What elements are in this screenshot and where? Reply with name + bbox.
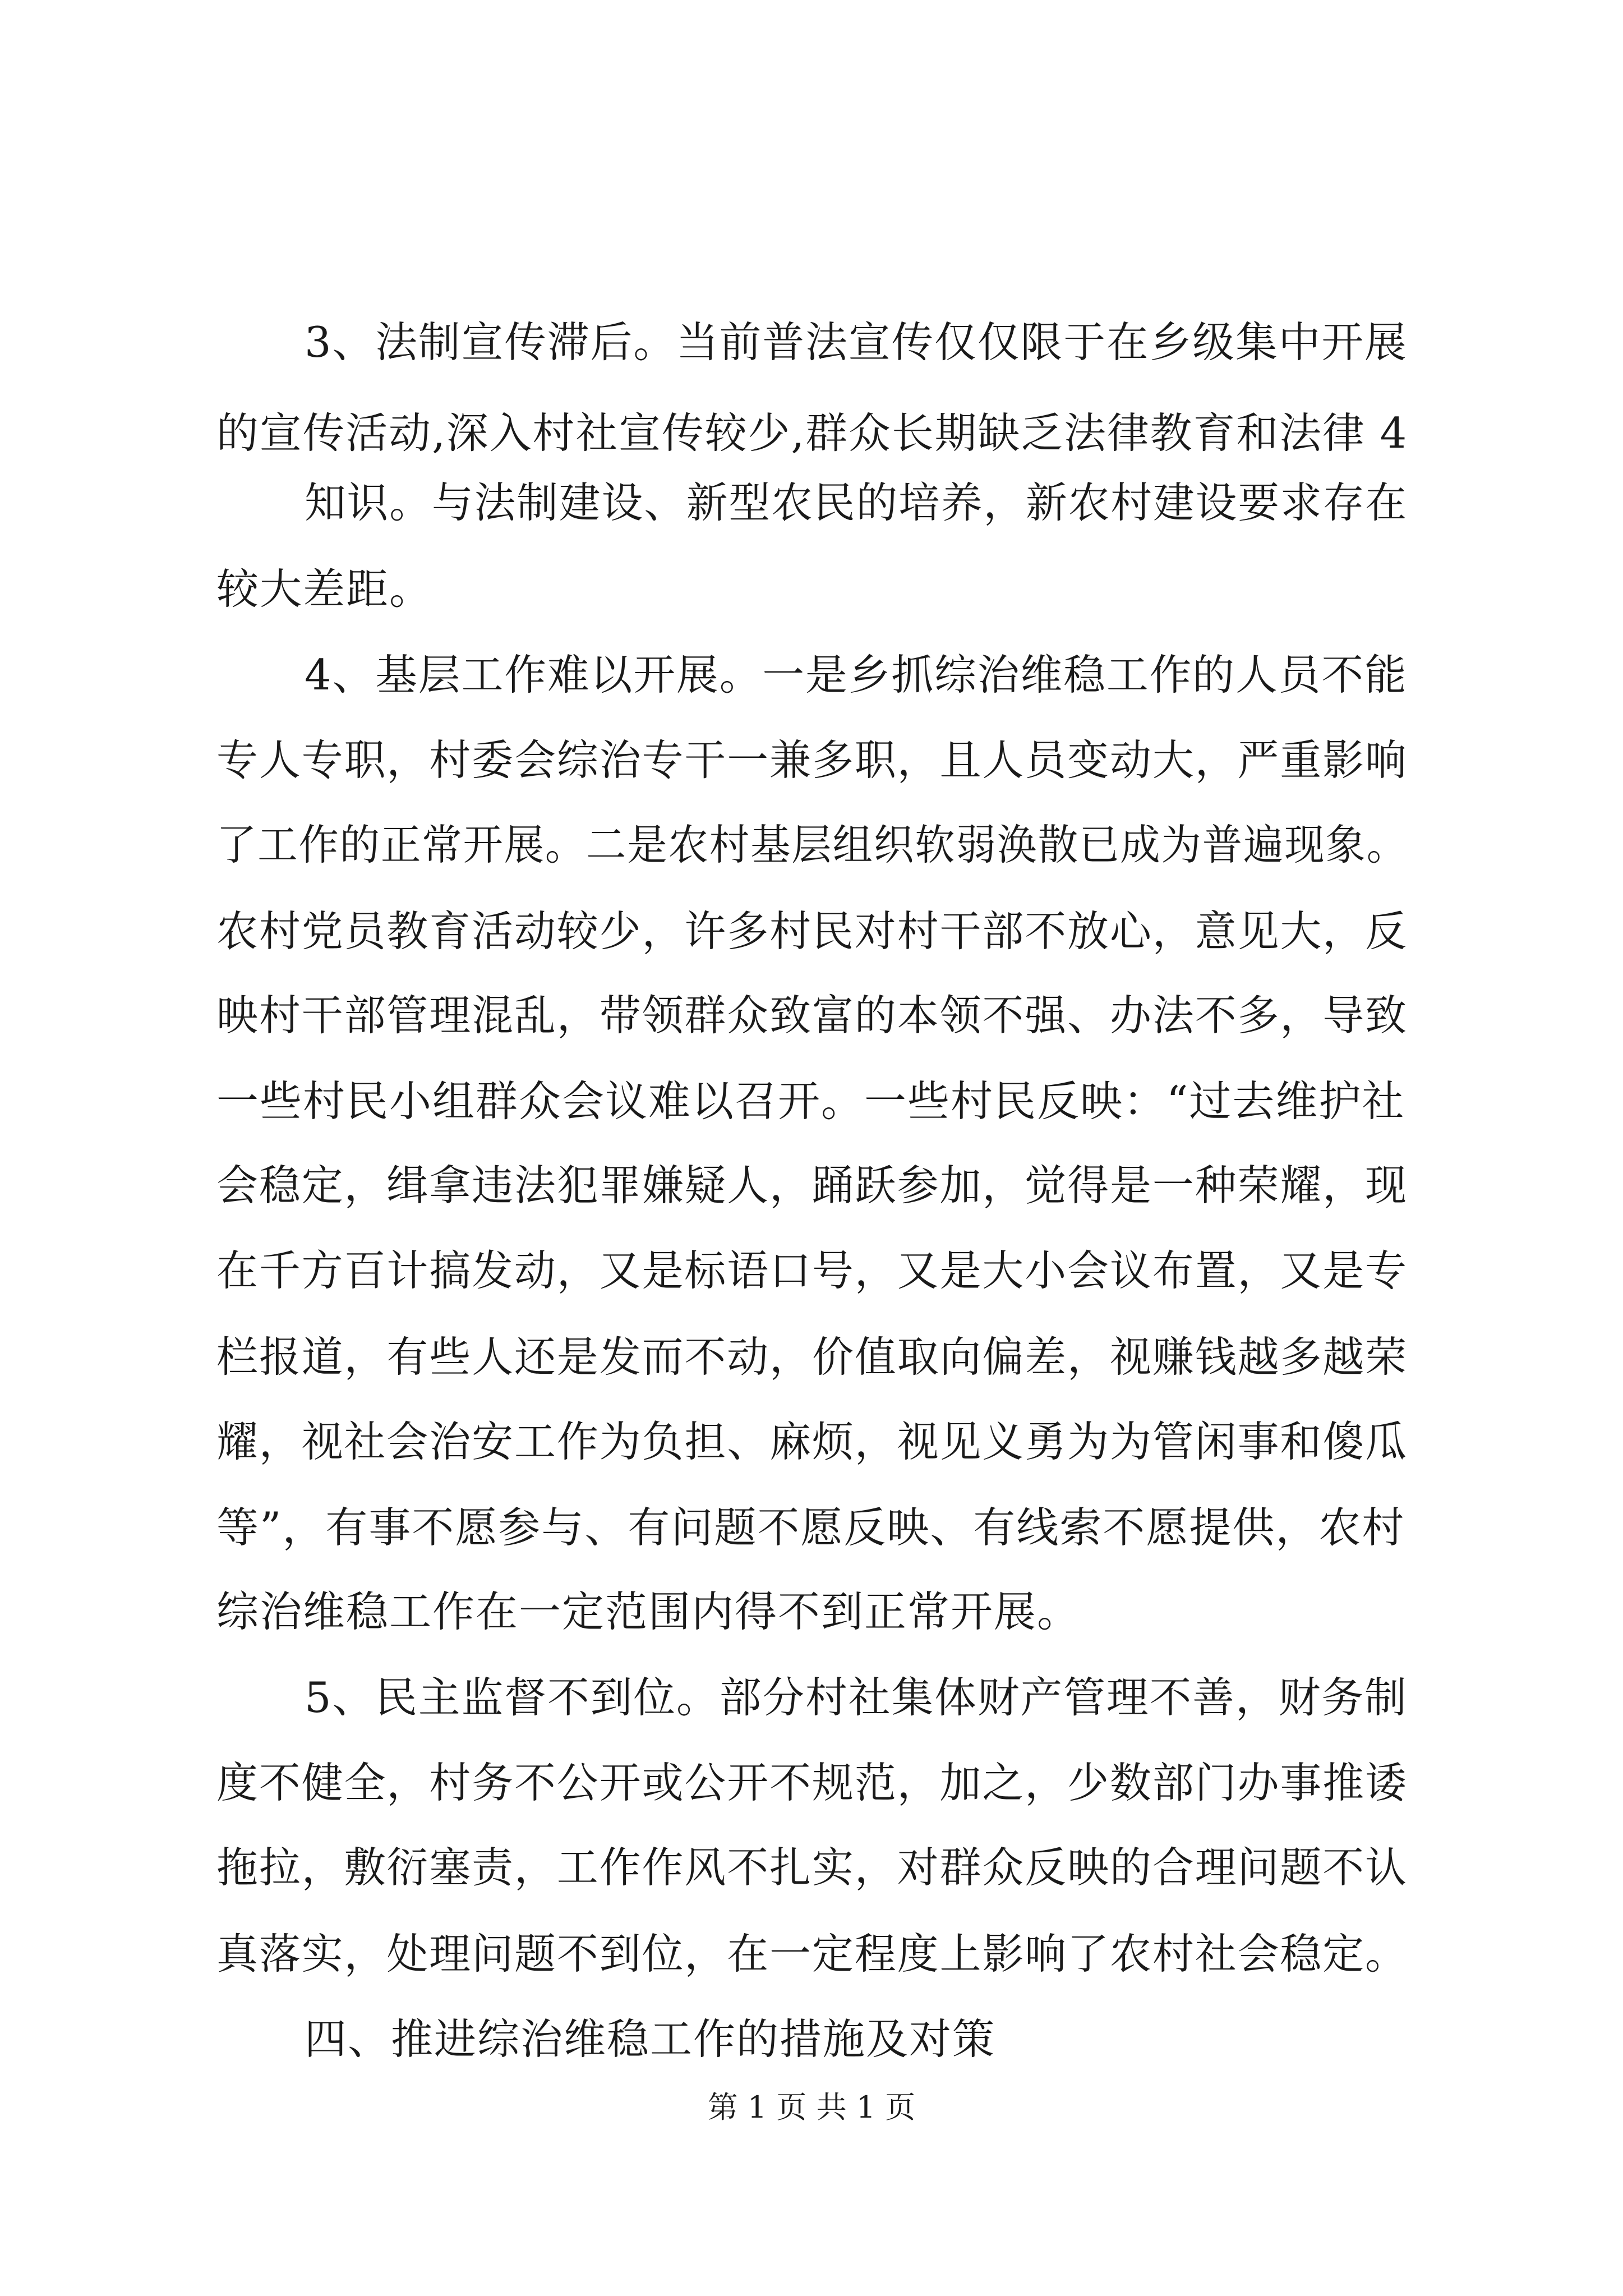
text-line: 栏报道，有些人还是发而不动，价值取向偏差，视赚钱越多越荣 (216, 1332, 1408, 1382)
text-line: 较大差距。 (216, 564, 433, 614)
text-line: 综治维稳工作在一定范围内得不到正常开展。 (216, 1587, 1081, 1636)
text-line: 度不健全，村务不公开或公开不规范，加之，少数部门办事推诿 (216, 1758, 1408, 1807)
text-line: 5、民主监督不到位。部分村社集体财产管理不善，财务制 (305, 1673, 1408, 1722)
text-line: 4、基层工作难以开展。一是乡抓综治维稳工作的人员不能 (305, 650, 1408, 700)
text-line: 了工作的正常开展。二是农村基层组织软弱涣散已成为普遍现象。 (216, 820, 1408, 869)
section-heading: 四、推进综治维稳工作的措施及对策 (305, 2014, 996, 2064)
text-line: 农村党员教育活动较少，许多村民对村干部不放心，意见大，反 (216, 907, 1408, 956)
text-line: 专人专职，村委会综治专干一兼多职，且人员变动大，严重影响 (216, 735, 1408, 785)
text-line: 会稳定，缉拿违法犯罪嫌疑人，踊跃参加，觉得是一种荣耀，现 (216, 1161, 1408, 1210)
text-line: 映村干部管理混乱，带领群众致富的本领不强、办法不多，导致 (216, 991, 1408, 1040)
text-line: 的宣传活动,深入村社宣传较少,群众长期缺乏法律教育和法律 4 (216, 408, 1408, 458)
page-footer: 第 1 页 共 1 页 (707, 2090, 916, 2125)
text-line: 耀，视社会治安工作为负担、麻烦，视见义勇为为管闲事和傻瓜 (216, 1417, 1408, 1466)
text-line: 真落实，处理问题不到位，在一定程度上影响了农村社会稳定。 (216, 1929, 1408, 1978)
text-line: 拖拉，敷衍塞责，工作作风不扎实，对群众反映的合理问题不认 (216, 1843, 1408, 1892)
text-line: 一些村民小组群众会议难以召开。一些村民反映：“过去维护社 (216, 1076, 1405, 1126)
text-line: 知识。与法制建设、新型农民的培养，新农村建设要求存在 (305, 478, 1408, 527)
text-line: 等”，有事不愿参与、有问题不愿反映、有线索不愿提供，农村 (216, 1503, 1405, 1552)
text-line: 在千方百计搞发动，又是标语口号，又是大小会议布置，又是专 (216, 1246, 1408, 1295)
text-line: 3、法制宣传滞后。当前普法宣传仅仅限于在乡级集中开展 (305, 318, 1408, 367)
